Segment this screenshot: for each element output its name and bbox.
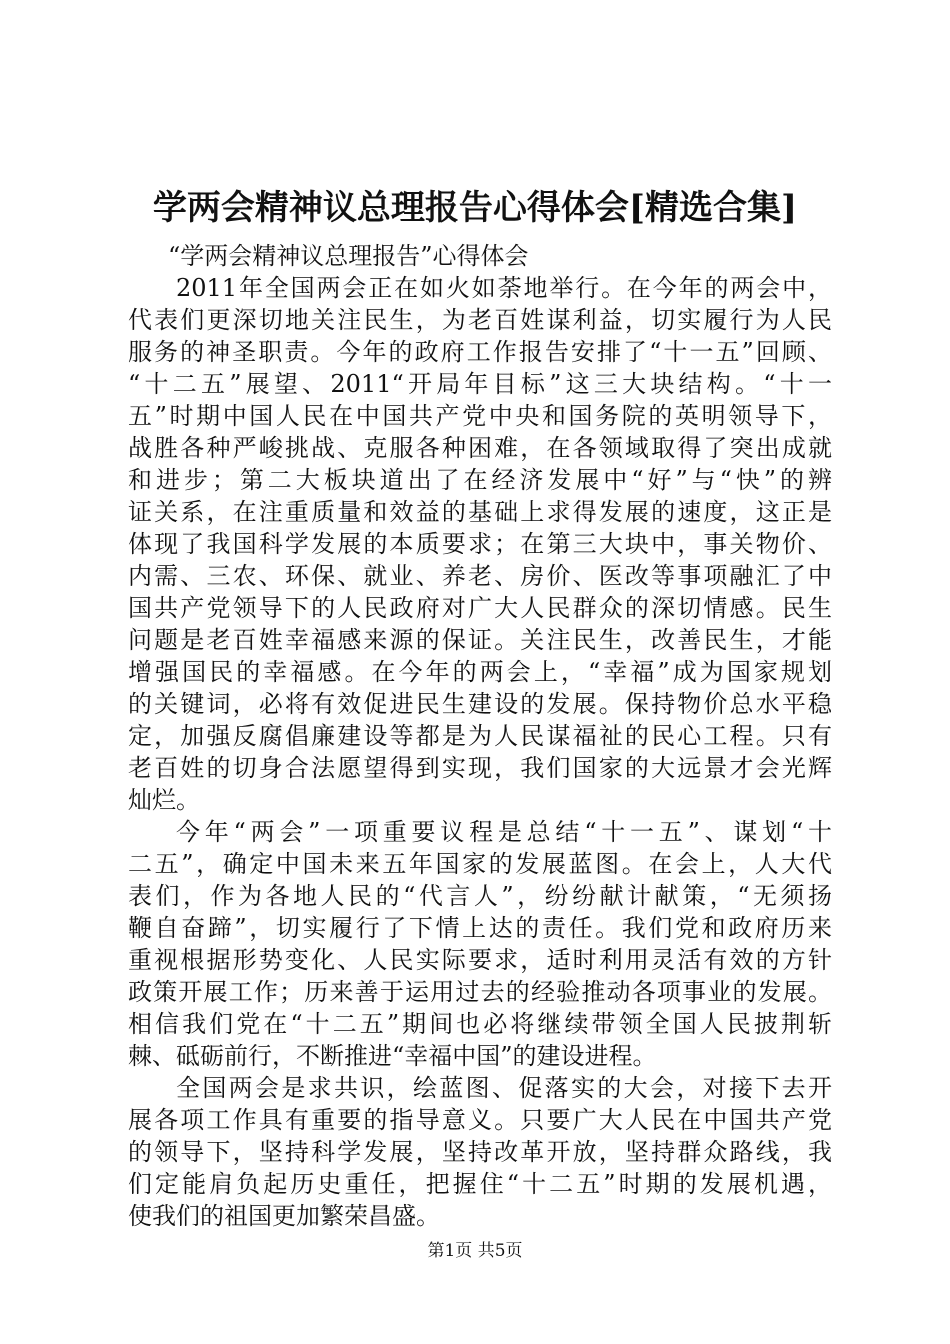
paragraph-3 [128,1072,832,1232]
paragraph-line: 2011年全国两会正在如火如荼地举行。在今年的两会中， [176,274,832,302]
paragraph-line: 问题是老百姓幸福感来源的保证。关注民生，改善民生，才能 [128,626,832,654]
paragraph-line: 今年“两会”一项重要议程是总结“十一五”、谋划“十 [176,818,832,846]
paragraph-line: 体现了我国科学发展的本质要求；在第三大块中，事关物价、 [128,530,832,558]
paragraph-line: 国共产党领导下的人民政府对广大人民群众的深切情感。民生 [128,594,832,622]
paragraph-line: 代表们更深切地关注民生，为老百姓谋利益，切实履行为人民 [128,306,832,334]
paragraph-line: 政策开展工作；历来善于运用过去的经验推动各项事业的发展。 [128,978,832,1006]
paragraph-line: “十二五”展望、2011“开局年目标”这三大块结构。“十一 [128,370,832,398]
paragraph-line: 的领导下，坚持科学发展，坚持改革开放，坚持群众路线，我 [128,1138,832,1166]
paragraph-line: 表们，作为各地人民的“代言人”，纷纷献计献策，“无须扬 [128,882,832,910]
page-footer: 第1页 共5页 [427,1241,523,1261]
document-body [128,240,832,1232]
paragraph-line: 鞭自奋蹄”，切实履行了下情上达的责任。我们党和政府历来 [128,914,832,942]
paragraph-line: 证关系，在注重质量和效益的基础上求得发展的速度，这正是 [128,498,832,526]
paragraph-line: 们定能肩负起历史重任，把握住“十二五”时期的发展机遇， [128,1170,832,1198]
paragraph-line: 使我们的祖国更加繁荣昌盛。 [128,1202,440,1230]
paragraph-line: 战胜各种严峻挑战、克服各种困难，在各领域取得了突出成就 [128,434,832,462]
paragraph-line: 服务的神圣职责。今年的政府工作报告安排了“十一五”回顾、 [128,338,832,366]
paragraph-line: 和进步；第二大板块道出了在经济发展中“好”与“快”的辨 [128,466,832,494]
paragraph-2 [128,816,832,1072]
document-subtitle: “学两会精神议总理报告”心得体会 [168,242,529,270]
paragraph-line: 灿烂。 [128,786,200,814]
paragraph-line: 定，加强反腐倡廉建设等都是为人民谋福祉的民心工程。只有 [128,722,832,750]
paragraph-line: 展各项工作具有重要的指导意义。只要广大人民在中国共产党 [128,1106,832,1134]
paragraph-line: 二五”，确定中国未来五年国家的发展蓝图。在会上，人大代 [128,850,832,878]
paragraph-line: 老百姓的切身合法愿望得到实现，我们国家的大远景才会光辉 [128,754,832,782]
paragraph-line: 的关键词，必将有效促进民生建设的发展。保持物价总水平稳 [128,690,832,718]
paragraph-line: 五”时期中国人民在中国共产党中央和国务院的英明领导下， [128,402,832,430]
document-title: 学两会精神议总理报告心得体会[精选合集] [152,188,798,228]
paragraph-line: 重视根据形势变化、人民实际要求，适时利用灵活有效的方针 [128,946,832,974]
paragraph-line: 棘、砥砺前行，不断推进“幸福中国”的建设进程。 [128,1042,657,1070]
paragraph-line: 增强国民的幸福感。在今年的两会上，“幸福”成为国家规划 [128,658,832,686]
paragraph-1 [128,272,832,816]
paragraph-line: 内需、三农、环保、就业、养老、房价、医改等事项融汇了中 [128,562,832,590]
paragraph-line: 全国两会是求共识，绘蓝图、促落实的大会，对接下去开 [176,1074,832,1102]
paragraph-line: 相信我们党在“十二五”期间也必将继续带领全国人民披荆斩 [128,1010,832,1038]
